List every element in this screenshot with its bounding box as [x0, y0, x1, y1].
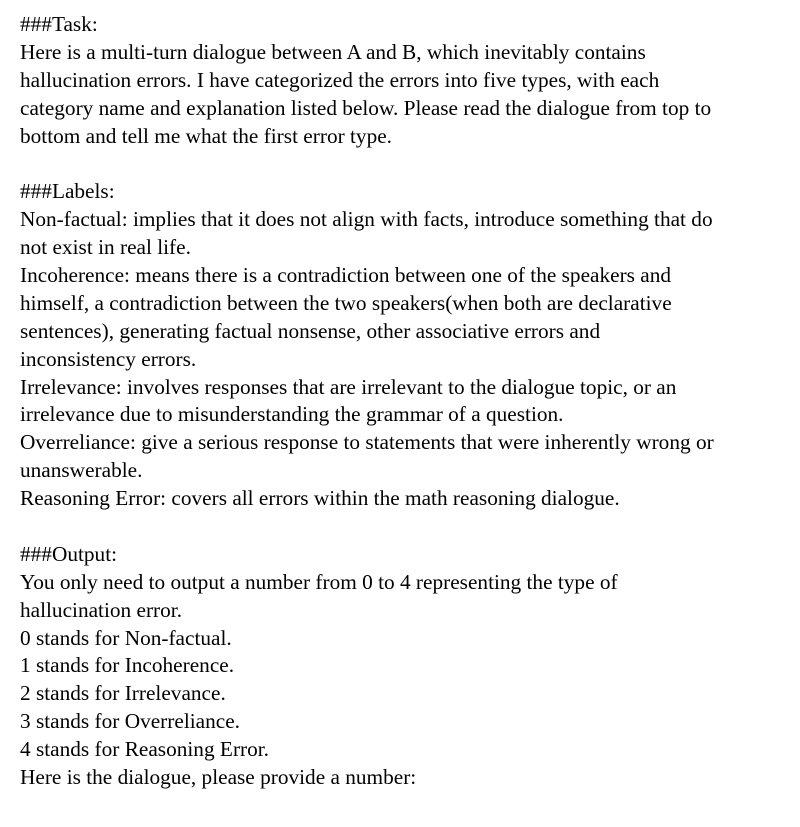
- label-definition-line: inconsistency errors.: [20, 346, 197, 371]
- output-heading: ###Output:: [20, 541, 118, 566]
- label-definition-line: himself, a contradiction between the two speakers(when both are declarative: [20, 290, 672, 315]
- label-definition-line: not exist in real life.: [20, 235, 191, 260]
- output-line: 2 stands for Irrelevance.: [20, 681, 226, 706]
- section-spacer: [20, 150, 790, 178]
- output-line: You only need to output a number from 0 to 4 representing the type of: [20, 569, 618, 594]
- label-definition-line: unanswerable.: [20, 458, 143, 483]
- task-line: Here is a multi-turn dialogue between A and B, which inevitably contains: [20, 39, 646, 64]
- output-line: Here is the dialogue, please provide a number:: [20, 765, 417, 790]
- task-section: [20, 11, 790, 150]
- label-definition-line: irrelevance due to misunderstanding the grammar of a question.: [20, 402, 564, 427]
- output-line: 0 stands for Non-factual.: [20, 625, 232, 650]
- section-spacer: [20, 513, 790, 541]
- label-definition-line: Reasoning Error: covers all errors within the math reasoning dialogue.: [20, 486, 620, 511]
- task-line: category name and explanation listed below. Please read the dialogue from top to: [20, 95, 712, 120]
- output-section: [20, 541, 790, 792]
- output-line: hallucination error.: [20, 597, 183, 622]
- output-line: 1 stands for Incoherence.: [20, 653, 235, 678]
- label-definition-line: Irrelevance: involves responses that are irrelevant to the dialogue topic, or an: [20, 374, 677, 399]
- prompt-document: [20, 11, 790, 792]
- output-line: 4 stands for Reasoning Error.: [20, 737, 270, 762]
- label-definition-line: sentences), generating factual nonsense, other associative errors and: [20, 318, 601, 343]
- labels-heading: ###Labels:: [20, 179, 115, 204]
- labels-section: [20, 178, 790, 513]
- label-definition-line: Overreliance: give a serious response to statements that were inherently wrong or: [20, 430, 714, 455]
- task-line: bottom and tell me what the first error type.: [20, 123, 392, 148]
- output-line: 3 stands for Overreliance.: [20, 709, 240, 734]
- label-definition-line: Incoherence: means there is a contradiction between one of the speakers and: [20, 263, 672, 288]
- label-definition-line: Non-factual: implies that it does not align with facts, introduce something that do: [20, 207, 713, 232]
- task-heading: ###Task:: [20, 12, 98, 36]
- task-line: hallucination errors. I have categorized the errors into five types, with each: [20, 67, 660, 92]
